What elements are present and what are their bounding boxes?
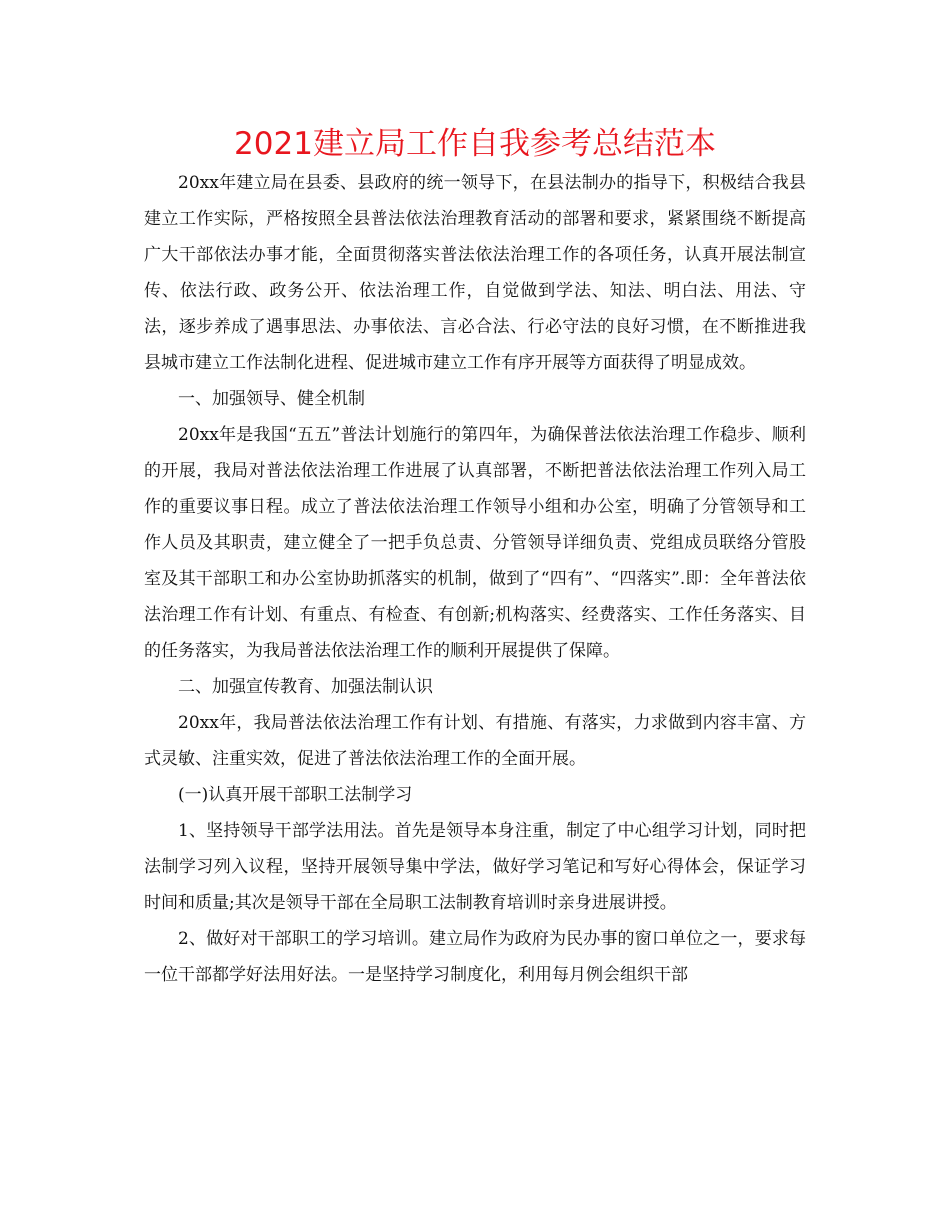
heading-section-2: 二、加强宣传教育、加强法制认识 [178, 677, 433, 697]
heading-section-1: 一、加强领导、健全机制 [178, 389, 365, 409]
subheading-2-1: (一)认真开展干部职工法制学习 [178, 785, 413, 805]
paragraph-section-2: 20xx年，我局普法依法治理工作有计划、有措施、有落实，力求做到内容丰富、方式灵敏、注重实效，促进了普法依法治理工作的全面开展。 [144, 713, 806, 769]
paragraph-intro: 20xx年建立局在县委、县政府的统一领导下，在县法制办的指导下，积极结合我县建立工作实际，严格按照全县普法依法治理教育活动的部署和要求，紧紧围绕不断提高广大干部依法办事才能，全面贯彻落实普法依法治理工作的各项任务，认真开展法制宣传、依法行政、政务公开、依法治理工作，自觉做到学法、知法、明白法、用法、守法，逐步养成了遇事思法、办事依法、言必合法、行必守法的良好习惯，在不断推进我县城市建立工作法制化进程、促进城市建立工作有序开展等方面获得了明显成效。 [144, 173, 806, 373]
paragraph-item-1: 1、坚持领导干部学法用法。首先是领导本身注重，制定了中心组学习计划，同时把法制学习列入议程，坚持开展领导集中学法，做好学习笔记和写好心得体会，保证学习时间和质量;其次是领导干部在全局职工法制教育培训时亲身进展讲授。 [144, 821, 806, 913]
paragraph-section-1: 20xx年是我国“五五”普法计划施行的第四年，为确保普法依法治理工作稳步、顺利的开展，我局对普法依法治理工作进展了认真部署，不断把普法依法治理工作列入局工作的重要议事日程。成立了普法依法治理工作领导小组和办公室，明确了分管领导和工作人员及其职责，建立健全了一把手负总责、分管领导详细负责、党组成员联络分管股室及其干部职工和办公室协助抓落实的机制，做到了“四有”、“四落实”.即：全年普法依法治理工作有计划、有重点、有检查、有创新;机构落实、经费落实、工作任务落实、目的任务落实，为我局普法依法治理工作的顺利开展提供了保障。 [144, 425, 806, 661]
document-body [144, 165, 806, 993]
document-title: 2021建立局工作自我参考总结范本 [234, 126, 716, 162]
paragraph-item-2: 2、做好对干部职工的学习培训。建立局作为政府为民办事的窗口单位之一，要求每一位干部都学好法用好法。一是坚持学习制度化，利用每月例会组织干部 [144, 929, 806, 985]
